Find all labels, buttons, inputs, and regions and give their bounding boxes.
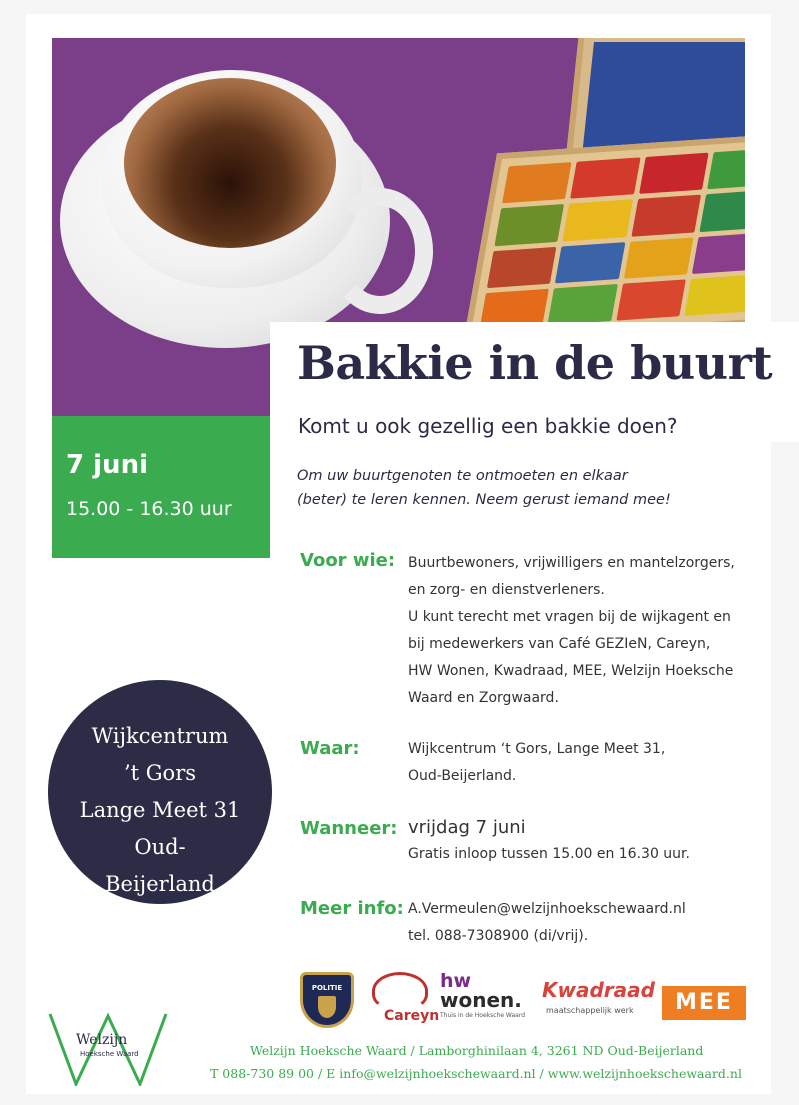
- hw-wonen-logo: [440, 968, 535, 1028]
- welzijn-logo-sub: Hoeksche Waard: [80, 1050, 139, 1058]
- tea-bag: [692, 232, 745, 274]
- tea-box-tray: [463, 133, 745, 345]
- waar-label: Waar:: [300, 738, 360, 759]
- coffee-surface-image: [124, 78, 336, 248]
- tea-bag: [639, 153, 709, 195]
- event-time: 15.00 - 16.30 uur: [66, 498, 232, 520]
- footer-address: Welzijn Hoeksche Waard / Lamborghinilaan 4, 3261 ND Oud-Beijerland: [250, 1043, 704, 1058]
- voor-wie-label: Voor wie:: [300, 550, 396, 571]
- voor-wie-line: Buurtbewoners, vrijwilligers en mantelzorgers,: [408, 555, 735, 571]
- waar-text: [408, 736, 748, 790]
- wanneer-line: Gratis inloop tussen 15.00 en 16.30 uur.: [408, 846, 690, 862]
- voor-wie-line: Waard en Zorgwaard.: [408, 690, 559, 706]
- tea-box-image: [472, 38, 745, 328]
- welzijn-logo: [46, 1012, 170, 1086]
- voor-wie-line: HW Wonen, Kwadraad, MEE, Welzijn Hoeksche: [408, 663, 734, 679]
- tea-bag: [494, 204, 564, 246]
- careyn-logo-text: Careyn: [384, 1008, 440, 1024]
- wanneer-text: [408, 814, 748, 868]
- tea-bags-grid: [479, 148, 745, 330]
- politie-logo-text: POLITIE: [311, 984, 343, 992]
- tea-bag: [631, 195, 701, 237]
- location-circle: [48, 680, 272, 904]
- politie-shield-icon: [318, 996, 336, 1018]
- meer-info-phone: tel. 088-7308900 (di/vrij).: [408, 928, 589, 944]
- footer-contact: T 088-730 89 00 / E info@welzijnhoekschewaard.nl / www.welzijnhoekschewaard.nl: [210, 1066, 742, 1081]
- meer-info-label: Meer info:: [300, 898, 404, 919]
- careyn-logo: [366, 970, 440, 1028]
- event-title: Bakkie in de buurt: [297, 336, 773, 390]
- cup-handle-image: [327, 188, 433, 314]
- kwadraad-logo-text: Kwadraad: [542, 978, 655, 1002]
- tea-bag: [570, 157, 640, 199]
- tea-bag: [548, 284, 618, 326]
- wanneer-date: vrijdag 7 juni: [408, 817, 526, 838]
- intro-line: (beter) te leren kennen. Neem gerust iemand mee!: [297, 492, 671, 508]
- meer-info-email[interactable]: A.Vermeulen@welzijnhoekschewaard.nl: [408, 901, 686, 917]
- wanneer-label: Wanneer:: [300, 818, 398, 839]
- voor-wie-line: U kunt terecht met vragen bij de wijkagent en: [408, 609, 731, 625]
- kwadraad-tagline: maatschappelijk werk: [546, 1006, 634, 1015]
- careyn-mark-icon: [372, 972, 428, 1010]
- voor-wie-line: bij medewerkers van Café GEZIeN, Careyn,: [408, 636, 711, 652]
- voor-wie-text: [408, 550, 748, 712]
- tea-bag: [555, 242, 625, 284]
- location-line: Beijerland: [105, 872, 215, 896]
- intro-line: Om uw buurtgenoten te ontmoeten en elkaar: [297, 468, 628, 484]
- tea-bag: [699, 190, 745, 232]
- kwadraad-logo: [542, 978, 654, 1028]
- partner-logos: [300, 968, 750, 1030]
- waar-line: Oud-Beijerland.: [408, 768, 517, 784]
- location-line: ’t Gors: [123, 761, 197, 785]
- location-line: Lange Meet 31: [79, 798, 241, 822]
- hw-logo-tagline: Thuis in de Hoeksche Waard: [440, 1012, 526, 1019]
- meer-info-text: [408, 896, 748, 950]
- voor-wie-line: en zorg- en dienstverleners.: [408, 582, 605, 598]
- tea-bag: [487, 246, 557, 288]
- event-intro: [297, 464, 757, 512]
- location-line: Oud-: [134, 835, 186, 859]
- hw-logo-top: hw: [440, 970, 472, 992]
- date-box: [52, 416, 270, 558]
- tea-bag: [502, 162, 572, 204]
- tea-bag: [616, 279, 686, 321]
- event-subtitle: Komt u ook gezellig een bakkie doen?: [298, 414, 678, 438]
- politie-logo: [300, 972, 354, 1028]
- hw-logo-bottom: wonen.: [440, 988, 522, 1012]
- welzijn-w-icon: [46, 1012, 170, 1086]
- mee-logo: MEE: [662, 986, 746, 1020]
- tea-bag: [684, 274, 745, 316]
- waar-line: Wijkcentrum ‘t Gors, Lange Meet 31,: [408, 741, 666, 757]
- welzijn-logo-name: Welzijn: [76, 1032, 128, 1048]
- event-date: 7 juni: [66, 450, 148, 480]
- tea-bag: [563, 200, 633, 242]
- tea-bag: [707, 148, 745, 190]
- location-line: Wijkcentrum: [91, 724, 229, 748]
- tea-bag: [623, 237, 693, 279]
